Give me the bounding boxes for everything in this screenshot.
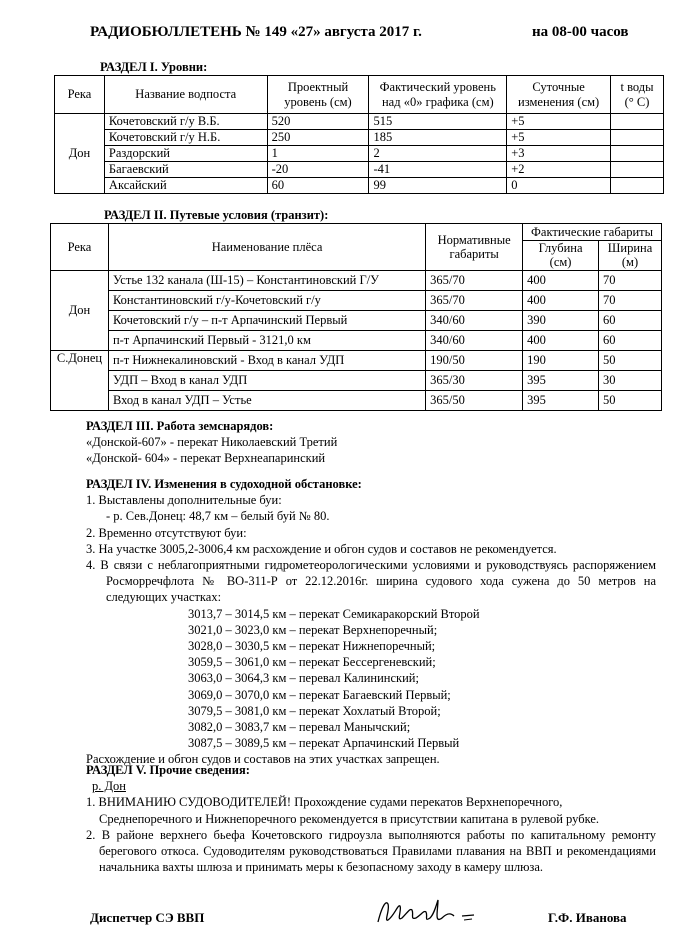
section4-title: РАЗДЕЛ IV. Изменения в судоходной обстановке:	[86, 477, 362, 491]
col-depth: Глубина (см)	[523, 241, 599, 271]
change-cell: +3	[507, 146, 611, 162]
levels-header-row	[55, 76, 664, 114]
width-cell: 60	[599, 330, 662, 350]
depth-cell: 390	[523, 310, 599, 330]
list-item: 3082,0 – 3083,7 км – перевал Манычский;	[188, 720, 411, 735]
actual-cell: 2	[369, 146, 507, 162]
bulletin-time: на 08-00 часов	[532, 24, 629, 40]
table-row	[55, 178, 664, 194]
list-item: 3069,0 – 3070,0 км – перекат Багаевский Первый;	[188, 687, 451, 702]
design-cell: 520	[267, 114, 369, 130]
section3-title: РАЗДЕЛ III. Работа земснарядов:	[86, 419, 274, 433]
river-label: р. Дон	[92, 779, 126, 794]
actual-cell: 185	[369, 130, 507, 146]
list-item: 1. Выставлены дополнительные буи:	[86, 493, 282, 508]
temp-cell	[611, 146, 664, 162]
table-row	[51, 390, 662, 410]
stretch-cell: УДП – Вход в канал УДП	[108, 370, 425, 390]
temp-cell	[611, 178, 664, 194]
stretch-cell: п-т Нижнекалиновский - Вход в канал УДП	[108, 350, 425, 370]
stretch-cell: Вход в канал УДП – Устье	[108, 390, 425, 410]
normative-cell: 365/70	[426, 290, 523, 310]
change-cell: +2	[507, 162, 611, 178]
station-cell: Раздорский	[104, 146, 267, 162]
list-item: 3063,0 – 3064,3 км – перевал Калининский;	[188, 671, 419, 686]
section5-title: РАЗДЕЛ V. Прочие сведения:	[86, 763, 250, 777]
stretch-cell: Константиновский г/у-Кочетовский г/у	[108, 290, 425, 310]
section4	[86, 476, 656, 768]
normative-cell: 190/50	[426, 350, 523, 370]
width-cell: 50	[599, 350, 662, 370]
table-row	[51, 370, 662, 390]
col-daily-change: Суточные изменения (см)	[507, 76, 611, 114]
depth-cell: 400	[523, 330, 599, 350]
width-cell: 30	[599, 370, 662, 390]
change-cell: +5	[507, 114, 611, 130]
section1-title: РАЗДЕЛ I. Уровни:	[100, 60, 208, 74]
col-actual: Фактические габариты	[523, 224, 662, 241]
dispatcher-name: Г.Ф. Иванова	[548, 910, 627, 925]
list-item: 2. В районе верхнего бьефа Кочетовского гидроузла выполняются работы по капитальному ремонту берегового откоса. Судоводителям руководствоваться Правилами плавания на ВВП и рекомендациями начальника вахты шлюза и принимать меры к безопасному заходу в камеру шлюза.	[86, 827, 656, 875]
transit-table	[50, 223, 662, 411]
list-item: 3059,5 – 3061,0 км – перекат Бессергеневский;	[188, 655, 436, 670]
list-item: - р. Сев.Донец: 48,7 км – белый буй № 80.	[106, 509, 330, 524]
col-actual-level: Фактический уровень над «0» графика (см)	[369, 76, 507, 114]
station-cell: Кочетовский г/у В.Б.	[104, 114, 267, 130]
normative-cell: 365/50	[426, 390, 523, 410]
station-cell: Кочетовский г/у Н.Б.	[104, 130, 267, 146]
normative-cell: 340/60	[426, 310, 523, 330]
stretch-cell: Кочетовский г/у – п-т Арпачинский Первый	[108, 310, 425, 330]
section3	[86, 418, 656, 467]
transit-header-row	[51, 224, 662, 241]
list-item: 3087,5 – 3089,5 км – перекат Арпачинский Первый	[188, 736, 460, 751]
table-row	[51, 330, 662, 350]
bulletin-title: РАДИОБЮЛЛЕТЕНЬ № 149 «27» августа 2017 г.	[90, 24, 422, 40]
dispatcher-label: Диспетчер СЭ ВВП	[90, 910, 205, 925]
col-width: Ширина (м)	[599, 241, 662, 271]
change-cell: +5	[507, 130, 611, 146]
normative-cell: 365/70	[426, 270, 523, 290]
col-water-temp: t воды (° С)	[611, 76, 664, 114]
table-row	[51, 270, 662, 290]
river-cell: С.Донец	[51, 350, 109, 410]
list-item: 1. ВНИМАНИЮ СУДОВОДИТЕЛЕЙ! Прохождение судами перекатов Верхнепоречного, Среднепоречного и Нижнепоречного рекомендуется в присутствии капитана в рулевой рубке.	[86, 795, 600, 826]
width-cell: 50	[599, 390, 662, 410]
col-river: Река	[51, 224, 109, 271]
table-row	[51, 310, 662, 330]
temp-cell	[611, 114, 664, 130]
stretch-cell: Устье 132 канала (Ш-15) – Константиновский Г/У	[108, 270, 425, 290]
normative-cell: 340/60	[426, 330, 523, 350]
col-station: Название водпоста	[104, 76, 267, 114]
river-cell: Дон	[55, 114, 105, 194]
list-item: 3. На участке 3005,2-3006,4 км расхождение и обгон судов и составов не рекомендуется.	[86, 541, 557, 556]
change-cell: 0	[507, 178, 611, 194]
list-item: «Донской-607» - перекат Николаевский Третий	[86, 435, 338, 450]
col-river: Река	[55, 76, 105, 114]
section2-title: РАЗДЕЛ II. Путевые условия (транзит):	[104, 208, 329, 222]
actual-cell: -41	[369, 162, 507, 178]
normative-cell: 365/30	[426, 370, 523, 390]
width-cell: 60	[599, 310, 662, 330]
list-item: 4. В связи с неблагоприятными гидрометеорологическими условиями и руководствуясь распоряжением Росморречфлота № ВО-311-Р от 22.12.2016г. ширина судового хода сужена до 50 метров на следующих участках:	[86, 558, 656, 605]
design-cell: 250	[267, 130, 369, 146]
width-cell: 70	[599, 270, 662, 290]
list-item: «Донской- 604» - перекат Верхнеапаринский	[86, 451, 326, 466]
station-cell: Багаевский	[104, 162, 267, 178]
station-cell: Аксайский	[104, 178, 267, 194]
table-row	[51, 290, 662, 310]
col-design-level: Проектный уровень (см)	[267, 76, 369, 114]
table-row	[55, 130, 664, 146]
depth-cell: 400	[523, 270, 599, 290]
section5	[86, 762, 656, 875]
temp-cell	[611, 162, 664, 178]
actual-cell: 515	[369, 114, 507, 130]
bulletin-header	[90, 24, 660, 41]
depth-cell: 190	[523, 350, 599, 370]
col-normative: Нормативные габариты	[426, 224, 523, 271]
temp-cell	[611, 130, 664, 146]
design-cell: 60	[267, 178, 369, 194]
list-item: 2. Временно отсутствуют буи:	[86, 525, 247, 540]
table-row	[55, 146, 664, 162]
closing-note: Расхождение и обгон судов и составов на этих участках запрещен.	[86, 752, 440, 767]
list-item: 3028,0 – 3030,5 км – перекат Нижнепоречный;	[188, 639, 436, 654]
signature-image	[372, 896, 492, 930]
depth-cell: 395	[523, 370, 599, 390]
list-item: 3013,7 – 3014,5 км – перекат Семикаракорский Второй	[188, 606, 480, 621]
river-cell: Дон	[51, 270, 109, 350]
depth-cell: 400	[523, 290, 599, 310]
list-item: 3021,0 – 3023,0 км – перекат Верхнепоречный;	[188, 622, 438, 637]
depth-cell: 395	[523, 390, 599, 410]
design-cell: -20	[267, 162, 369, 178]
col-stretch: Наименование плёса	[108, 224, 425, 271]
width-cell: 70	[599, 290, 662, 310]
table-row	[51, 350, 662, 370]
levels-table	[54, 75, 664, 194]
table-row	[55, 162, 664, 178]
design-cell: 1	[267, 146, 369, 162]
table-row	[55, 114, 664, 130]
actual-cell: 99	[369, 178, 507, 194]
list-item: 3079,5 – 3081,0 км – перекат Хохлатый Второй;	[188, 703, 441, 718]
stretch-cell: п-т Арпачинский Первый - 3121,0 км	[108, 330, 425, 350]
